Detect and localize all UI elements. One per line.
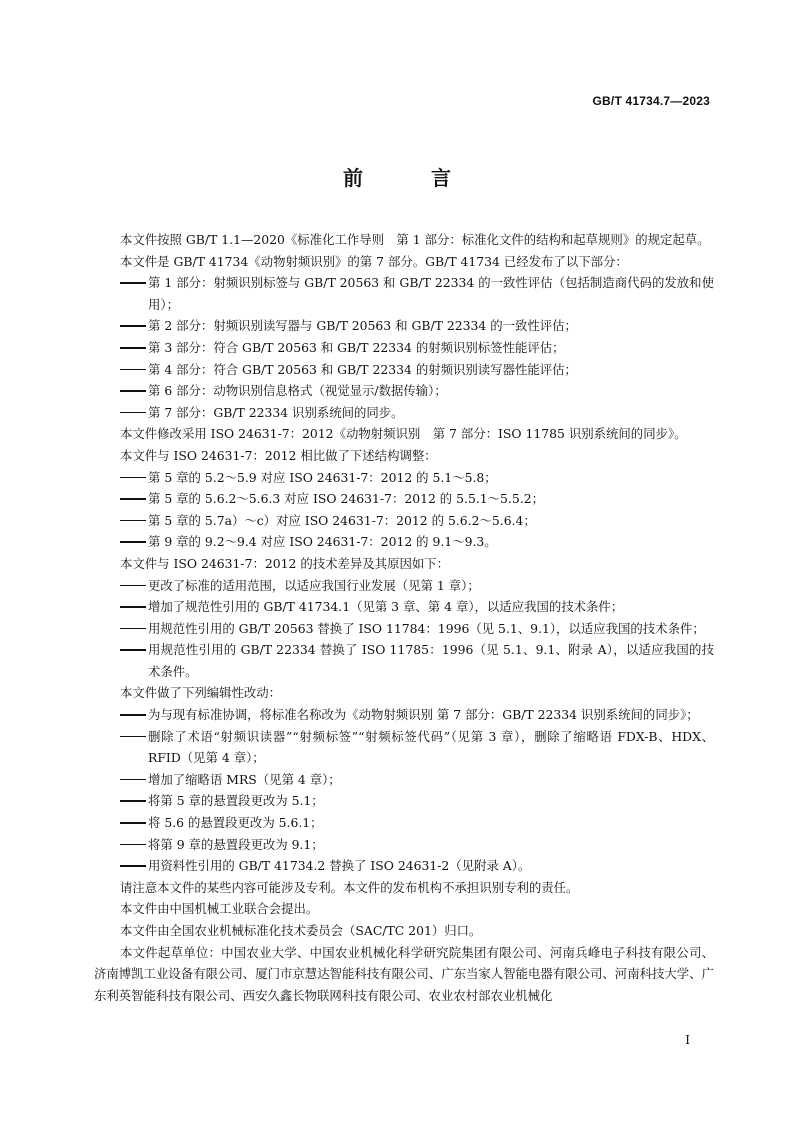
paragraph-text: 请注意本文件的某些内容可能涉及专利。本文件的发布机构不承担识别专利的责任。 (120, 879, 579, 895)
em-dash-marker (120, 325, 146, 327)
dash-list-item (94, 726, 714, 769)
em-dash-marker (120, 736, 146, 738)
paragraph-text: 本文件是 GB/T 41734《动物射频识别》的第 7 部分。GB/T 41734 已经发布了以下部分： (120, 253, 628, 269)
paragraph-text: 第 9 章的 9.2～9.4 对应 ISO 24631-7：2012 的 9.1～9.3。 (148, 534, 497, 550)
body-paragraph (94, 251, 714, 273)
paragraph-text: 将第 5 章的悬置段更改为 5.1； (148, 793, 324, 809)
dash-list-item (94, 402, 714, 424)
dash-list-item (94, 510, 714, 532)
em-dash-marker (120, 498, 146, 500)
paragraph-text: 本文件做了下列编辑性改动： (120, 685, 282, 701)
paragraph-text: 增加了缩略语 MRS（见第 4 章）； (148, 771, 341, 787)
paragraph-text: 用规范性引用的 GB/T 20563 替换了 ISO 11784：1996（见 5.1、9.1），以适应我国的技术条件； (148, 620, 705, 636)
dash-list-item (94, 359, 714, 381)
em-dash-marker (120, 477, 146, 479)
dash-list-item (94, 639, 714, 682)
paragraph-text: 第 5 章的 5.2～5.9 对应 ISO 24631-7：2012 的 5.1～5.8； (148, 469, 497, 485)
dash-list-item (94, 812, 714, 834)
body-paragraph (94, 877, 714, 899)
paragraph-text: 删除了术语“射频识读器”“射频标签”“射频标签代码”（见第 3 章），删除了缩略语 FDX-B、HDX、RFID（见第 4 章）； (148, 728, 714, 766)
paragraph-text: 更改了标准的适用范围，以适应我国行业发展（见第 1 章）； (148, 577, 480, 593)
em-dash-marker (120, 282, 146, 284)
em-dash-marker (120, 779, 146, 781)
dash-list-item (94, 618, 714, 640)
page-number: I (685, 1033, 690, 1047)
body-paragraph (94, 423, 714, 445)
paragraph-text: 将 5.6 的悬置段更改为 5.6.1； (148, 815, 323, 831)
dash-list-item (94, 272, 714, 315)
paragraph-text: 本文件与 ISO 24631-7：2012 的技术差异及其原因如下： (120, 555, 450, 571)
em-dash-marker (120, 714, 146, 716)
em-dash-marker (120, 628, 146, 630)
em-dash-marker (120, 822, 146, 824)
dash-list-item (94, 575, 714, 597)
dash-list-item (94, 488, 714, 510)
paragraph-text: 本文件修改采用 ISO 24631-7：2012《动物射频识别 第 7 部分：ISO 11785 识别系统间的同步》。 (120, 426, 687, 442)
dash-list-item (94, 596, 714, 618)
em-dash-marker (120, 585, 146, 587)
em-dash-marker (120, 347, 146, 349)
paragraph-text: 第 1 部分：射频识别标签与 GB/T 20563 和 GB/T 22334 的一致性评估（包括制造商代码的发放和使用）； (148, 275, 714, 312)
em-dash-marker (120, 369, 146, 371)
em-dash-marker (120, 412, 146, 414)
paragraph-text: 本文件按照 GB/T 1.1—2020《标准化工作导则 第 1 部分：标准化文件的结构和起草规则》的规定起草。 (120, 232, 710, 247)
body-paragraph (94, 229, 714, 251)
paragraph-text: 本文件起草单位：中国农业大学、中国农业机械化科学研究院集团有限公司、河南兵峰电子科技有限公司、济南博凯工业设备有限公司、厦门市京慧达智能科技有限公司、广东当家人智能电器有限公司、河南科技大学、广东利英智能科技有限公司、西安久鑫长物联网科技有限公司、农业农村部农业机械化 (94, 944, 714, 1003)
paragraph-text: 增加了规范性引用的 GB/T 41734.1（见第 3 章、第 4 章），以适应我国的技术条件； (148, 599, 624, 615)
em-dash-marker (120, 606, 146, 608)
body-paragraph (94, 898, 714, 920)
paragraph-text: 第 2 部分：射频识别读写器与 GB/T 20563 和 GB/T 22334 的一致性评估； (148, 318, 577, 334)
paragraph-text: 第 7 部分：GB/T 22334 识别系统间的同步。 (148, 404, 404, 420)
dash-list-item (94, 531, 714, 553)
dash-list-item (94, 769, 714, 791)
paragraph-text: 第 6 部分：动物识别信息格式（视觉显示/数据传输）； (148, 383, 447, 399)
em-dash-marker (120, 865, 146, 867)
paragraph-text: 第 5 章的 5.6.2～5.6.3 对应 ISO 24631-7：2012 的 5.5.1～5.5.2； (148, 491, 544, 507)
paragraph-text: 用资料性引用的 GB/T 41734.2 替换了 ISO 24631-2（见附录 A）。 (148, 858, 531, 874)
page-title: 前 言 (343, 166, 475, 190)
dash-list-item (94, 315, 714, 337)
paragraph-text: 为与现有标准协调，将标准名称改为《动物射频识别 第 7 部分：GB/T 22334 识别系统间的同步》； (148, 707, 699, 723)
body-paragraph (94, 445, 714, 467)
em-dash-marker (120, 520, 146, 522)
paragraph-text: 第 4 部分：符合 GB/T 20563 和 GB/T 22334 的射频识别读写器性能评估； (148, 361, 577, 377)
body-paragraph (94, 682, 714, 704)
dash-list-item (94, 337, 714, 359)
paragraph-text: 用规范性引用的 GB/T 22334 替换了 ISO 11785：1996（见 5.1、9.1、附录 A），以适应我国的技术条件。 (148, 642, 714, 679)
em-dash-marker (120, 844, 146, 846)
paragraph-text: 本文件由中国机械工业联合会提出。 (120, 901, 319, 917)
body-paragraph (94, 553, 714, 575)
em-dash-marker (120, 649, 146, 651)
dash-list-item (94, 834, 714, 856)
paragraph-text: 第 3 部分：符合 GB/T 20563 和 GB/T 22334 的射频识别标签性能评估； (148, 339, 565, 355)
paragraph-text: 本文件由全国农业机械标准化技术委员会（SAC/TC 201）归口。 (120, 923, 482, 938)
paragraph-text: 本文件与 ISO 24631-7：2012 相比做了下述结构调整： (120, 447, 437, 463)
standard-number: GB/T 41734.7—2023 (592, 94, 710, 108)
dash-list-item (94, 855, 714, 877)
dash-list-item (94, 380, 714, 402)
body-paragraph (94, 920, 714, 942)
em-dash-marker (120, 800, 146, 802)
em-dash-marker (120, 541, 146, 543)
dash-list-item (94, 467, 714, 489)
paragraph-text: 第 5 章的 5.7a）～c）对应 ISO 24631-7：2012 的 5.6.2～5.6.4； (148, 512, 536, 528)
em-dash-marker (120, 390, 146, 392)
document-body (94, 229, 714, 1006)
paragraph-text: 将第 9 章的悬置段更改为 9.1； (148, 836, 324, 852)
dash-list-item (94, 790, 714, 812)
body-paragraph (94, 942, 714, 1007)
dash-list-item (94, 704, 714, 726)
